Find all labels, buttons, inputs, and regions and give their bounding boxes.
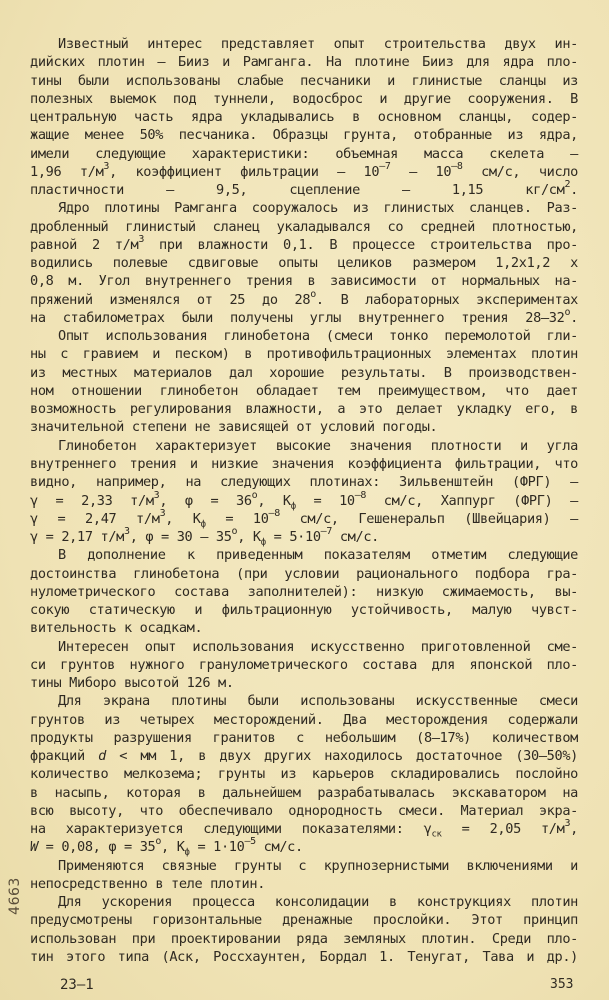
text-line: предусмотрены горизонтальные дренажные прослойки. Этот принцип (30, 912, 578, 929)
text-line: γ = 2,17 $т/м^3$, $\varphi = 30 - 35^о$, $К_ф = 5\cdot 10^{-7}$ см/с. (30, 526, 380, 548)
text-line: 0,8 м. Угол внутреннего трения в зависимости от нормальных на- (30, 273, 578, 290)
text-line: значительной степени не зависящей от условий погоды. (30, 419, 438, 436)
text-line: тины были использованы слабые песчаники и глинистые сланцы из (30, 72, 578, 89)
text-line: ны с гравием и песком) в противофильтрационных элементах плотин (30, 346, 578, 363)
text-line: сокую статическую и фильтрационную устойчивость, малую чувст- (30, 602, 578, 619)
text-line: равной 2 $т/м^3$ при влажности 0,1. В процессе строительства про- (30, 233, 579, 253)
text-line: Ядро плотины Рамганга сооружалось из глинистых сланцев. Раз- (58, 200, 578, 217)
text-line: W = 0,08, $\varphi = 35^о$, $К_ф = 1\cdot 10^{-5}$ см/с. (30, 836, 303, 859)
text-line: непосредственно в теле плотин. (30, 875, 266, 892)
text-line: внутреннего трения и низкие значения коэффициента фильтрации, что (30, 455, 578, 472)
text-line: ном отношении глинобетон обладает тем преимуществом, что дает (30, 382, 578, 399)
text-line: Для ускорения процесса консолидации в конструкциях плотин (58, 894, 578, 911)
text-line: водились полевые сдвиговые опыты целиков размером 1,2х1,2 х (30, 255, 578, 272)
text-line: имели следующие характеристики: объемная масса скелета – (30, 145, 578, 162)
signature-mark: 23–1 (60, 977, 94, 993)
text-line: вительность к осадкам. (30, 620, 203, 637)
text-line: на характеризуется следующими показателями: $\gamma_{ск} = 2,05$ $т/м^3$, (30, 818, 578, 840)
text-line: си грунтов нужного гранулометрического состава для японской пло- (30, 656, 578, 673)
page-number: 353 (550, 977, 574, 992)
text-line: из местных материалов дал хорошие результаты. В производствен- (30, 364, 578, 381)
text-line: количество мелкозема; грунты из карьеров складировались послойно (30, 766, 578, 783)
text-line: пряжений изменялся от 25 до $28^о$. В лабораторных экспериментах (30, 288, 578, 308)
text-line: 1,96 $т/м^3$, коэффициент фильтрации – $10^{-7} - 10^{-8}$ см/с, число (30, 160, 578, 180)
text-line: использован при проектировании ряда земляных плотин. Среди пло- (30, 930, 578, 947)
text-line: достоинства глинобетона (при условии рационального подбора гра- (30, 565, 578, 582)
text-line: на стабилометрах были получены углы внутреннего трения $28-32^о$. (30, 306, 578, 326)
text-line: дробленный глинистый сланец укаладывался со средней плотностью, (30, 218, 578, 235)
text-line: центральную часть ядра укладывались в основном сланцы, содер- (30, 109, 578, 126)
text-line: возможность регулирования влажности, а это делает укладку его, в (30, 401, 578, 418)
text-line: фракций d < мм 1, в двух других находилось достаточное (30–50%) (30, 748, 578, 765)
text-line: Интересен опыт использования искусственно приготовленной сме- (58, 638, 578, 655)
side-stamp-number: 4663 (6, 877, 23, 915)
text-line: В дополнение к приведенным показателям отметим следующие (58, 547, 578, 564)
text-line: тины Миборо высотой 126 м. (30, 675, 234, 692)
text-line: Опыт использования глинобетона (смеси тонко перемолотой гли- (58, 328, 578, 345)
text-line: тин этого типа (Аск, Россхаунтен, Бордал 1. Тенугат, Тава и др.) (30, 949, 578, 965)
text-line: всю высоту, что обеспечивало однородность смеси. Материал экра- (30, 802, 578, 819)
text-line: Для экрана плотины были использованы искусственные смеси (58, 693, 578, 710)
text-line: Глинобетон характеризует высокие значения плотности и угла (58, 437, 578, 454)
text-line: дийских плотин – Бииз и Рамганга. На плотине Бииз для ядра пло- (30, 54, 578, 71)
text-line: пластичности – 9,5, сцепление – 1,15 $кг/см^2$. (30, 179, 578, 199)
text-line: видно, например, на следующих плотинах: Зильвенштейн (ФРГ) – (30, 474, 578, 491)
text-line: Применяются связные грунты с крупнозернистыми включениями и (58, 857, 578, 874)
text-line: продукты разрушения гранитов с небольшим (8–17%) количеством (30, 729, 578, 746)
text-line: жащие менее 50% песчаника. Образцы грунта, отобранные из ядра, (30, 127, 578, 144)
text-line: γ = 2,33 $т/м^3$, $\varphi = 36^о$, $К_ф = 10^{-8}$ см/с, Хаппург (ФРГ) – (30, 489, 578, 512)
text-line: нулометрического состава заполнителей): низкую сжимаемость, вы- (30, 583, 578, 600)
text-line: в насыпь, которая в дальнейшем разрабатывалась экскаватором на (30, 784, 578, 801)
text-line: Известный интерес представляет опыт строительства двух ин- (58, 36, 578, 52)
text-line: грунтов из четырех месторождений. Два месторождения содержали (30, 711, 578, 728)
text-line: полезных выемок под туннели, водосброс и другие сооружения. В (30, 90, 578, 107)
text-line: γ = 2,47 $т/м^3$, $К_ф = 10^{-8}$ см/с, Гешенеральп (Швейцария) – (30, 507, 578, 530)
